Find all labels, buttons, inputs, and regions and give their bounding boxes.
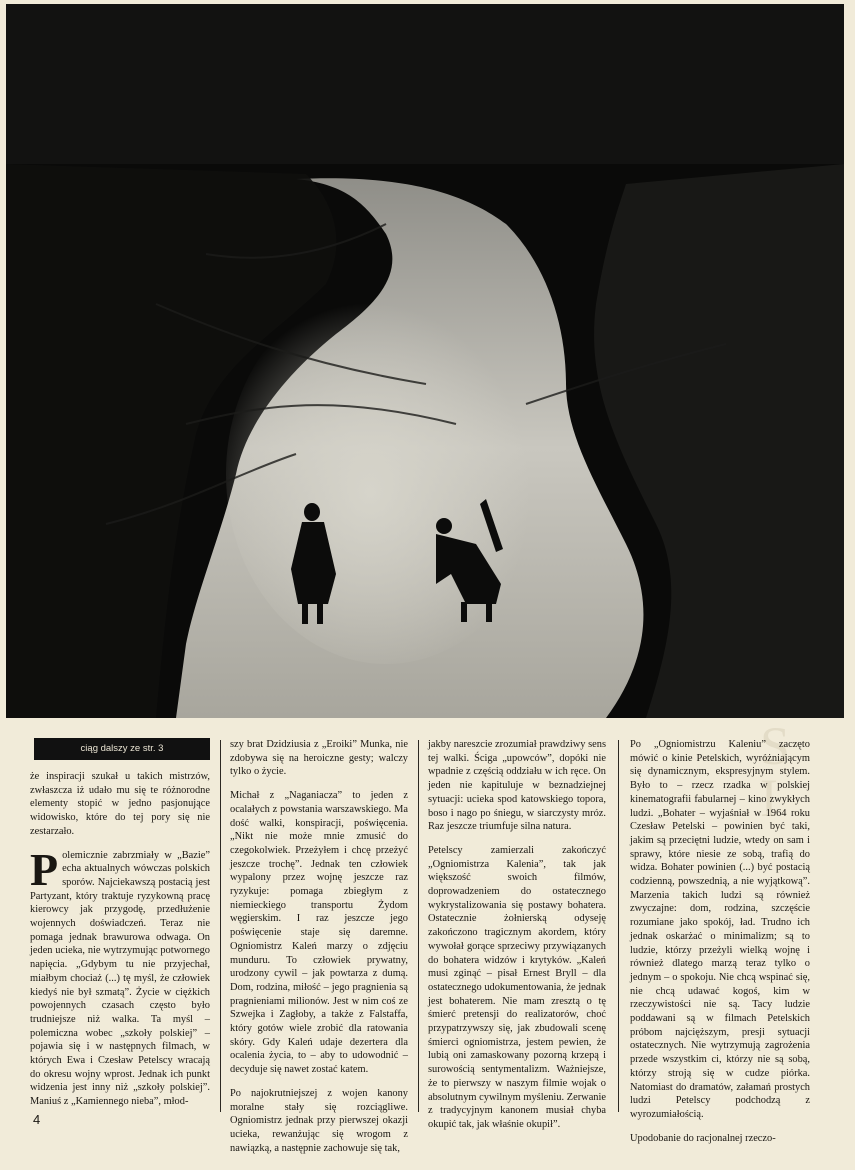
column-4 xyxy=(630,738,810,1145)
paragraph: Upodobanie do racjonalnej rzeczo- xyxy=(630,1132,776,1144)
page-number: 4 xyxy=(33,1112,41,1127)
column-divider xyxy=(618,740,619,1112)
paragraph xyxy=(30,843,210,1109)
paragraph: szy brat Dzidziusia z „Eroiki” Munka, nie zdobywa się na heroiczne gesty; walczy tylko o życie. xyxy=(230,739,408,778)
paragraph-text: olemicznie zabrzmiały w „Bazie” echa aktualnych wówczas polskich sporów. Najciekawszą postacią jest Partyzant, który traktuje ryzykowną pracę kierowcy jak przygodę, przedłużenie wojennych doświadczeń. Teraz nie pomaga jednak brawurowa odwaga. On jeden ucieka, nie wytrzymując potwornego napięcia. „Gdybym tu nie przyjechał, miałbym chociaż (...) tę myśl, że człowiek kiedyś nie był szmatą”. Życie w ciężkich powojennych czasach często było trudniejsze niż walka. Ta myśl – polemiczna wobec „szkoły polskiej” – pojawia się i w następnych filmach, w których Ewa i Czesław Petelscy wracają do okresu wojny wprost. Jednak ich punkt widzenia jest inny niż „szkoły polskiej”. Maniuś z „Kamiennego nieba”, młod- xyxy=(30,849,210,1108)
article-text xyxy=(30,726,810,1154)
paragraph: Po „Ogniomistrzu Kaleniu” zaczęto mówić o kinie Petelskich, wyróżniającym się dynamicznym, ekspresyjnym stylem. Było to – rzecz rzadka w polskiej kinematografii fabularnej – kino zwykłych ludzi. „Bohater – wyjaśniał w 1964 roku Czesław Petelski – powinien być taki, jakim są przeciętni ludzie, wtedy on sam i sprawy, które niesie ze sobą, trafią do widza. Bohater powinien (...) być postacią codzienną, powszednią, a nie wyjątkową”. Marzenia takich ludzi są również zwyczajne: dom, rodzina, szczęście rozumiane jako spokój, ład. Trudno ich jednak oskarżać o minimalizm; są to ludzie, którzy przeżyli wielką wojnę i również dlatego marzą teraz tylko o jednym – o spokoju. Nie chcą wspinać się, nie chcą udawać kogoś, kim w rzeczywistości nie są. Tacy ludzie poddawani są w filmach Petelskich próbom najcięższym, presji sytuacji ostatecznych. Nie wytrzymują zagrożenia przede wszystkim ci, którzy nie są sobą, którzy stroją się w cudze piórka. Natomiast do dramatów, załamań prostych ludzi Petelscy podchodzą z wyrozumiałością. xyxy=(630,739,810,1120)
drop-cap: P xyxy=(30,843,59,895)
continuation-label: ciąg dalszy ze str. 3 xyxy=(34,738,210,760)
paragraph: Po najokrutniejszej z wojen kanony moralne stały się rozciągliwe. Ogniomistrz jednak przy pierwszej okazji ucieka, rewanżując się wrogom z nawiązką, a następnie zachowuje się tak, xyxy=(230,1087,408,1154)
column-3 xyxy=(428,738,606,1132)
paragraph: Petelscy zamierzali zakończyć „Ogniomistrza Kalenia”, tak jak większość swoich filmów, doprowadzeniem do ostatecznego wykrystalizowania się postawy bohatera. Ostatecznie żołnierską odyseję zakończono tragicznym akordem, który wywołał gorące sprzeciwy przywiązanych do bohatera widzów i krytyków. „Kaleń musi zginąć – pisał Ernest Bryll – dla ostatecznego udokumentowania, że jednak jest bohaterem. Nie mam zresztą o tę śmierć pretensji do realizatorów, choć przypatrzywszy się, jak zbudowali scenę śmierci ogniomistrza, jestem pewien, że lubią oni zamaskowany pozorną krzepą i surowością sentymentalizm. Ważniejsze, że to pierwszy w naszym filmie wojak o absolutnym cywilnym myśleniu. Zerwanie z tradycyjnym kanonem musiał chyba okupić tak, jak właśnie okupił”. xyxy=(428,844,606,1130)
column-1 xyxy=(30,738,210,1109)
paragraph: Michał z „Naganiacza” to jeden z ocalałych z powstania warszawskiego. Ma dość walki, konspiracji, poświęcenia. „Nikt nie może mnie zmusić do czegokolwiek. Przeżyłem i chcę przeżyć jeszcze trochę”. Jednak ten człowiek wypalony przez wojnę jeszcze raz ryzykuje: pomaga zbiegłym z niemieckiego transportu Żydom węgierskim. I raz jeszcze jego poświęcenie staje się daremne. Ogniomistrz Kaleń marzy o zdjęciu munduru. To człowiek prywatny, urodzony cywil – jak powtarza z dumą. Dom, rodzina, miłość – jego pragnienia są pragnieniami milionów. Jest w nim coś ze Szwejka i Zagłoby, a także z Falstaffa, który gotów wiele zrobić dla ratowania skóry. Gdy Kaleń udaje dezertera dla ocalenia życia, to – aby to udowodnić – decyduje się nawet zostać katem. xyxy=(230,790,408,1076)
river-landscape-photo xyxy=(6,4,844,718)
river-photo xyxy=(6,4,844,718)
background-faded-letters: S I xyxy=(760,720,791,828)
column-divider xyxy=(220,740,221,1112)
column-divider xyxy=(418,740,419,1112)
paragraph: jakby nareszcie zrozumiał prawdziwy sens tej walki. Ściga „upowców”, dopóki nie wpadnie z częścią oddziału w ich ręce. On jeden nie kapituluje w beznadziejnej sytuacji: ucieka spod katowskiego topora, boso i nago po śniegu, w siarczysty mróz. Raz jeszcze triumfuje silna natura. xyxy=(428,739,606,833)
column-2 xyxy=(230,738,408,1155)
paragraph: że inspiracji szukał u takich mistrzów, zwłaszcza iż udało mu się te różnorodne elementy stopić w jedno pasjonujące widowisko, które do tej pory się nie zestarzało. xyxy=(30,771,210,837)
